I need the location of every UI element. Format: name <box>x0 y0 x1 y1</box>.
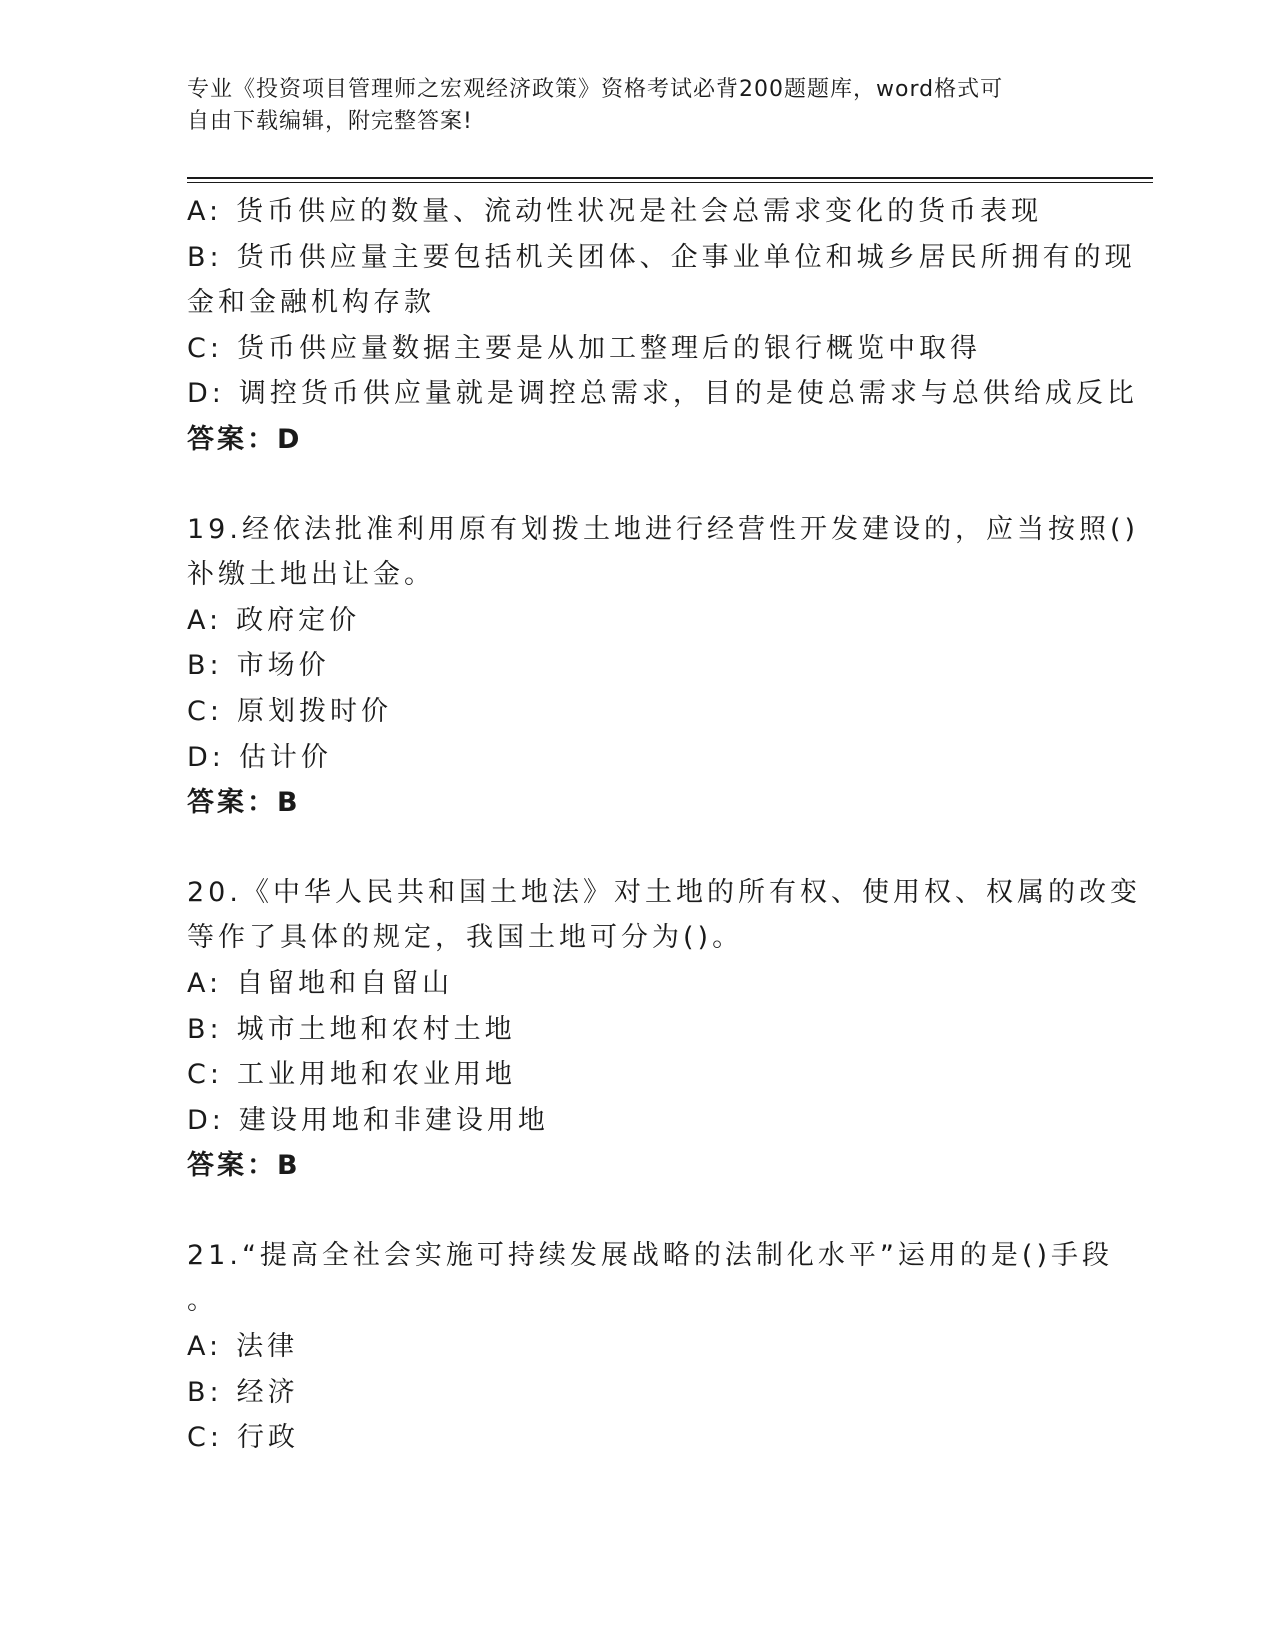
option-label: A: <box>187 1331 223 1363</box>
question-stem-line-1: 19.经依法批准利用原有划拨土地进行经营性开发建设的，应当按照() <box>187 513 1140 545</box>
option-c <box>187 1052 1077 1098</box>
question-stem-line-2: 等作了具体的规定，我国土地可分为()。 <box>187 922 744 954</box>
option-text: 经济 <box>236 1376 299 1408</box>
option-b <box>187 1007 1077 1053</box>
question-21 <box>187 1233 1113 1461</box>
option-b <box>187 235 1136 281</box>
option-a <box>187 1324 1077 1370</box>
option-text: 原划拨时价 <box>236 695 392 727</box>
option-a <box>187 598 1077 644</box>
option-text: 建设用地和非建设用地 <box>238 1104 549 1136</box>
option-a <box>187 189 1077 235</box>
option-text: 估计价 <box>238 741 332 773</box>
option-text: 货币供应量主要包括机关团体、企事业单位和城乡居民所拥有的现 <box>236 241 1136 273</box>
option-label: C: <box>187 1422 223 1454</box>
question-stem-line-2: 。 <box>187 1285 218 1317</box>
option-label: C: <box>187 695 223 727</box>
option-a <box>187 961 1077 1007</box>
option-c <box>187 326 1077 372</box>
option-label: A: <box>187 196 223 227</box>
option-d <box>187 735 1077 781</box>
header-rule-thin <box>187 182 1153 183</box>
option-label: A: <box>187 604 223 636</box>
option-d <box>187 1098 1077 1144</box>
option-b <box>187 643 1077 689</box>
option-text: 城市土地和农村土地 <box>236 1013 516 1045</box>
option-label: C: <box>187 1059 223 1091</box>
option-text: 货币供应量数据主要是从加工整理后的银行概览中取得 <box>236 332 981 364</box>
option-label: D: <box>187 1104 225 1136</box>
option-d <box>187 371 1138 417</box>
option-c <box>187 1415 1077 1461</box>
answer: 答案：B <box>187 787 301 819</box>
option-c <box>187 689 1077 735</box>
option-label: D: <box>187 741 225 773</box>
answer: 答案：D <box>187 423 303 455</box>
question-list <box>187 189 1141 1461</box>
header-line-1: 专业《投资项目管理师之宏观经济政策》资格考试必背200题题库，word格式可 <box>187 77 1004 102</box>
option-label: D: <box>187 378 225 410</box>
option-text: 政府定价 <box>236 604 361 636</box>
option-label: B: <box>187 650 223 682</box>
question-stem-line-1: 20.《中华人民共和国土地法》对土地的所有权、使用权、权属的改变 <box>187 876 1141 908</box>
option-text: 工业用地和农业用地 <box>236 1059 516 1091</box>
answer: 答案：B <box>187 1150 301 1182</box>
option-text: 货币供应的数量、流动性状况是社会总需求变化的货币表现 <box>236 196 1043 227</box>
header-line-2: 自由下载编辑，附完整答案! <box>187 109 473 134</box>
question-stem-line-2: 补缴土地出让金。 <box>187 559 435 591</box>
question-19 <box>187 507 1140 826</box>
option-text: 自留地和自留山 <box>236 967 454 999</box>
header-rule-thick <box>187 177 1153 179</box>
option-text: 法律 <box>236 1331 299 1363</box>
question-stem-line-1: 21.“提高全社会实施可持续发展战略的法制化水平”运用的是()手段 <box>187 1239 1113 1271</box>
option-text: 调控货币供应量就是调控总需求，目的是使总需求与总供给成反比 <box>238 378 1138 410</box>
question-18 <box>187 189 1138 463</box>
option-b <box>187 1370 1077 1416</box>
option-label: B: <box>187 1376 223 1408</box>
page-header <box>187 74 1067 138</box>
option-label: B: <box>187 1013 223 1045</box>
question-20 <box>187 870 1141 1189</box>
option-text: 行政 <box>236 1422 299 1454</box>
option-label: A: <box>187 967 223 999</box>
option-label: C: <box>187 332 223 364</box>
option-text: 市场价 <box>236 650 330 682</box>
option-b-continued: 金和金融机构存款 <box>187 287 435 319</box>
option-label: B: <box>187 241 223 273</box>
